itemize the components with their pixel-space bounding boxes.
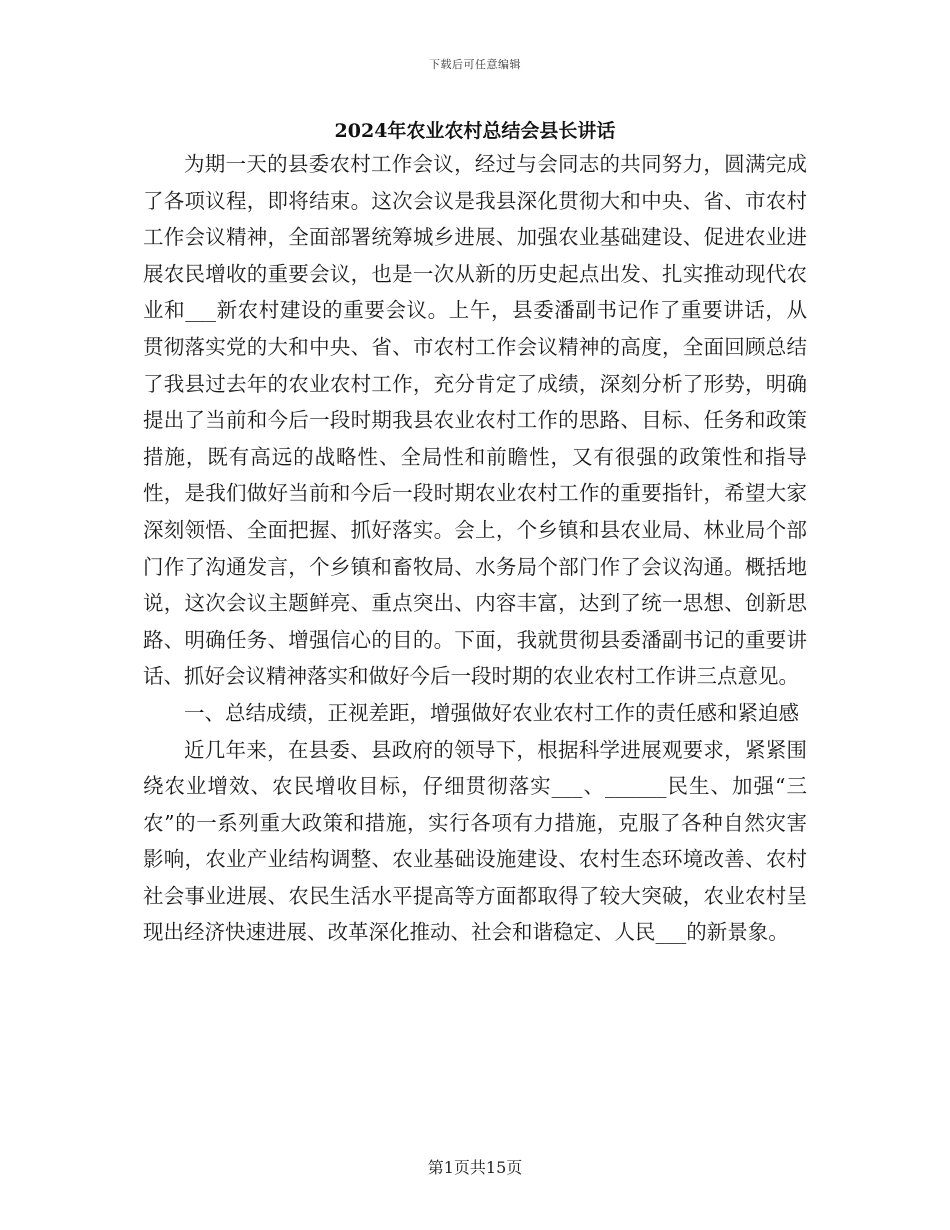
page-number: 第1页共15页	[427, 1158, 523, 1177]
paragraph-achievements: 近几年来，在县委、县政府的领导下，根据科学进展观要求，紧紧围绕农业增效、农民增收目标，仔细贯彻落实___、______民生、加强“三农”的一系列重大政策和措施，实行各项有力措施，克服了各种自然灾害影响，农业产业结构调整、农业基础设施建设、农村生态环境改善、农村社会事业进展、农民生活水平提高等方面都取得了较大突破，农业农村呈现出经济快速进展、改革深化推动、社会和谐稳定、人民___的新景象。	[143, 737, 807, 945]
download-edit-note: 下载后可任意编辑	[429, 58, 521, 71]
section-heading-one: 一、总结成绩，正视差距，增强做好农业农村工作的责任感和紧迫感	[184, 700, 799, 725]
paragraph-intro: 为期一天的县委农村工作会议，经过与会同志的共同努力，圆满完成了各项议程，即将结束。这次会议是我县深化贯彻大和中央、省、市农村工作会议精神，全面部署统筹城乡进展、加强农业基础建设、促进农业进展农民增收的重要会议，也是一次从新的历史起点出发、扎实推动现代农业和___新农村建设的重要会议。上午，县委潘副书记作了重要讲话，从贯彻落实党的大和中央、省、市农村工作会议精神的高度，全面回顾总结了我县过去年的农业农村工作，充分肯定了成绩，深刻分析了形势，明确提出了当前和今后一段时期我县农业农村工作的思路、目标、任务和政策措施，既有高远的战略性、全局性和前瞻性，又有很强的政策性和指导性，是我们做好当前和今后一段时期农业农村工作的重要指针，希望大家深刻领悟、全面把握、抓好落实。会上，个乡镇和县农业局、林业局个部门作了沟通发言，个乡镇和畜牧局、水务局个部门作了会议沟通。概括地说，这次会议主题鲜亮、重点突出、内容丰富，达到了统一思想、创新思路、明确任务、增强信心的目的。下面，我就贯彻县委潘副书记的重要讲话、抓好会议精神落实和做好今后一段时期的农业农村工作讲三点意见。	[143, 152, 807, 689]
document-body	[143, 146, 807, 951]
document-title: 2024年农业农村总结会县长讲话	[334, 120, 616, 142]
